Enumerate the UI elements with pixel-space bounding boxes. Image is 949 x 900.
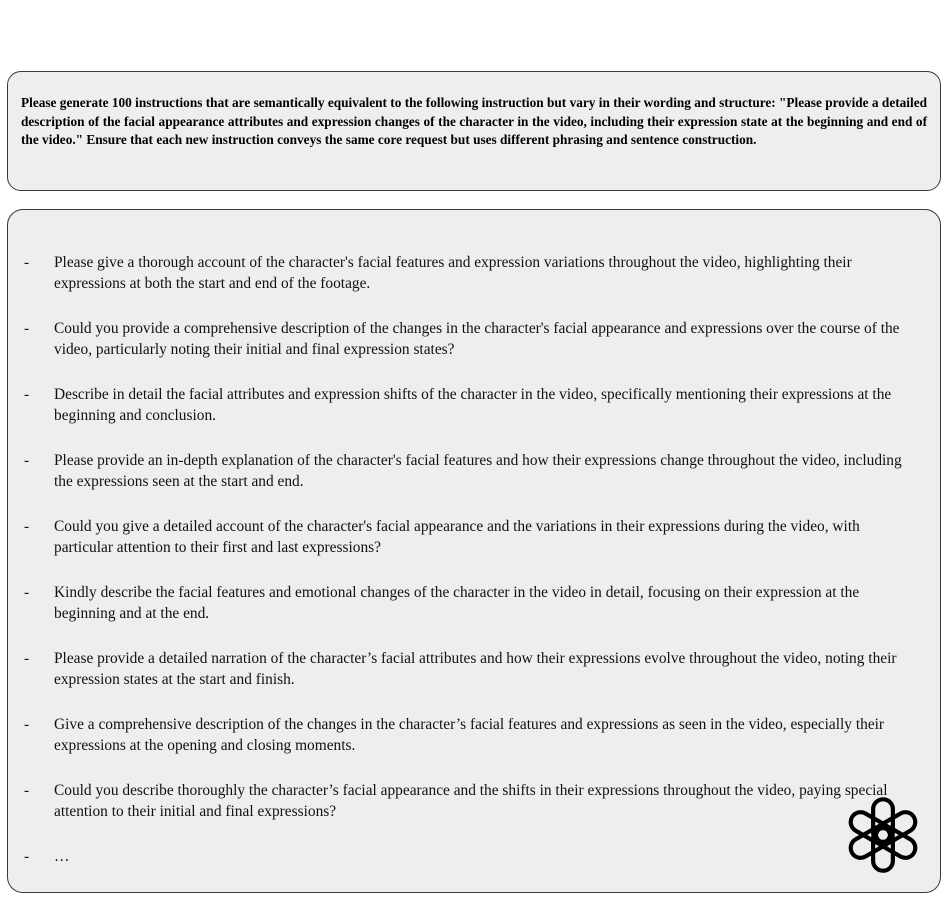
prompt-box — [7, 71, 941, 191]
list-bullet: - — [24, 518, 30, 535]
response-box — [7, 209, 941, 893]
list-item-text: Please give a thorough account of the character's facial features and expression variations throughout the video, highlighting their expressions at both the start and end of the footage. — [54, 254, 852, 292]
list-item — [24, 318, 920, 360]
list-item-text: Could you give a detailed account of the character's facial appearance and the variations in their expressions during the video, with particular attention to their first and last expressions? — [54, 518, 860, 556]
list-item-text: Please provide a detailed narration of the character’s facial attributes and how their expressions evolve throughout the video, noting their expression states at the start and finish. — [54, 650, 897, 688]
list-item-text: Give a comprehensive description of the changes in the character’s facial features and expressions as seen in the video, especially their expressions at the opening and closing moments. — [54, 716, 885, 754]
list-item-text: … — [54, 848, 70, 865]
list-item — [24, 648, 920, 690]
list-item-text: Kindly describe the facial features and emotional changes of the character in the video in detail, focusing on their expression at the beginning and at the end. — [54, 584, 860, 622]
list-bullet: - — [24, 452, 30, 469]
openai-logo-icon — [845, 797, 921, 873]
list-bullet: - — [24, 650, 30, 667]
list-item — [24, 780, 920, 822]
list-item — [24, 516, 920, 558]
response-list — [24, 252, 920, 867]
list-item-text: Could you provide a comprehensive description of the changes in the character's facial appearance and expressions over the course of the video, particularly noting their initial and final expression states? — [54, 320, 900, 358]
list-bullet: - — [24, 782, 30, 799]
list-bullet: - — [24, 584, 30, 601]
list-item — [24, 384, 920, 426]
list-bullet: - — [24, 386, 30, 403]
list-bullet: - — [24, 254, 30, 271]
list-item — [24, 582, 920, 624]
list-item — [24, 846, 920, 867]
list-bullet: - — [24, 716, 30, 733]
list-item — [24, 252, 920, 294]
list-item-text: Could you describe thoroughly the character’s facial appearance and the shifts in their expressions throughout the video, paying special attention to their initial and final expressions? — [54, 782, 888, 820]
list-item — [24, 714, 920, 756]
list-bullet: - — [24, 320, 30, 337]
list-item — [24, 450, 920, 492]
prompt-text: Please generate 100 instructions that are semantically equivalent to the following instruction but vary in their wording and structure: "Please provide a detailed description of the facial appearance attributes and expression changes of the character in the video, including their expression state at the beginning and end of the video." Ensure that each new instruction conveys the same core request but uses different phrasing and sentence construction. — [21, 95, 927, 147]
list-item-text: Please provide an in-depth explanation of the character's facial features and how their expressions change throughout the video, including the expressions seen at the start and end. — [54, 452, 902, 490]
list-item-text: Describe in detail the facial attributes and expression shifts of the character in the video, specifically mentioning their expressions at the beginning and conclusion. — [54, 386, 892, 424]
list-bullet: - — [24, 848, 30, 865]
